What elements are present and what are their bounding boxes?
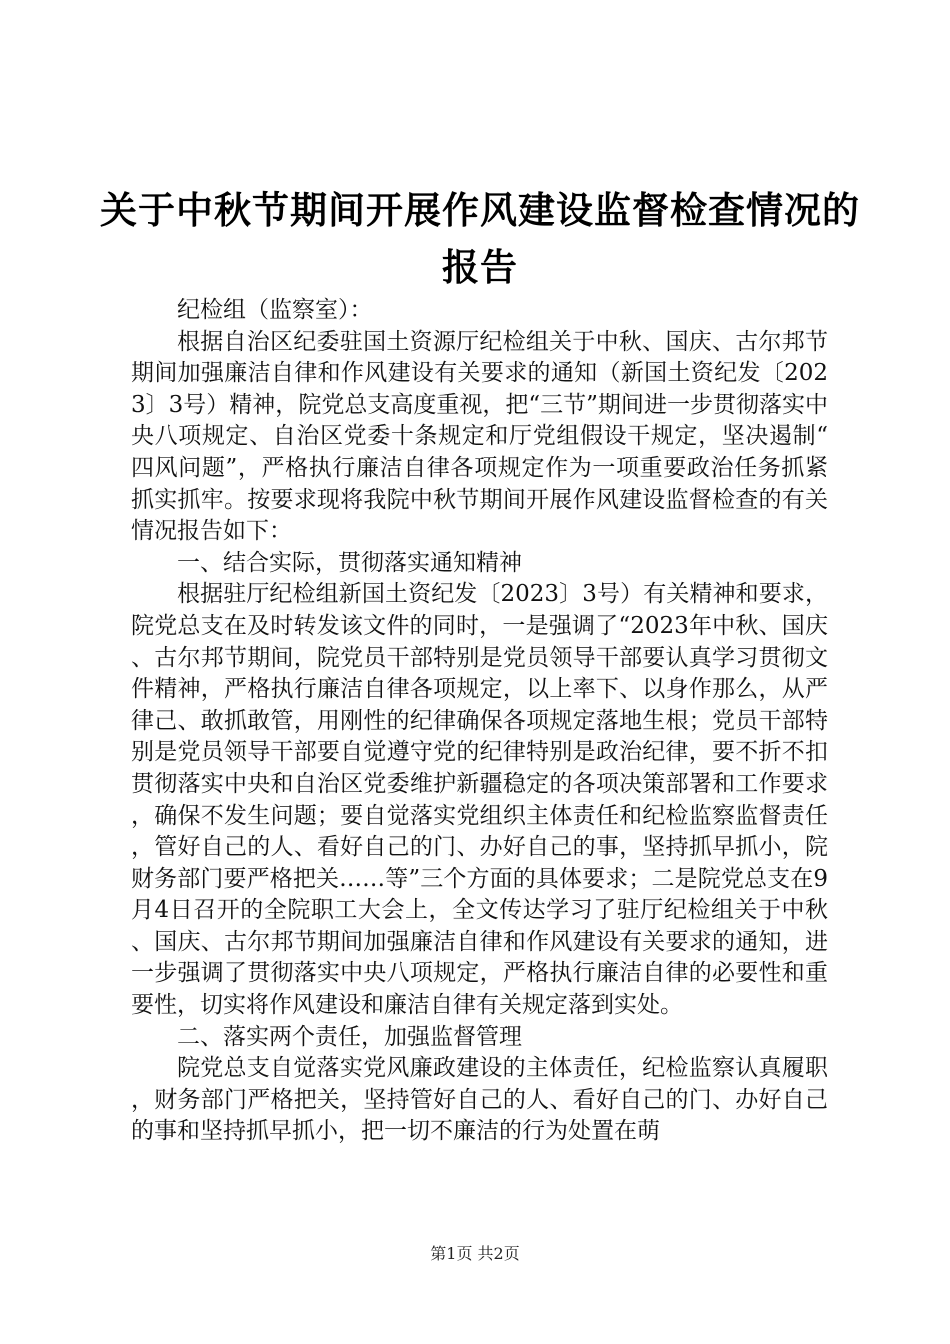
intro-paragraph: 根据自治区纪委驻国土资源厅纪检组关于中秋、国庆、古尔邦节期间加强廉洁自律和作风建设有关要求的通知（新国土资纪发〔2023〕3号）精神，院党总支高度重视，把“三节”期间进一步贯彻落实中央八项规定、自治区党委十条规定和厅党组假设干规定，坚决遏制“四风问题”，严格执行廉洁自律各项规定作为一项重要政治任务抓紧抓实抓牢。按要求现将我院中秋节期间开展作风建设监督检查的有关情况报告如下： (131, 328, 828, 545)
document-body (131, 295, 828, 1148)
document-title-line-1: 关于中秋节期间开展作风建设监督检查情况的 (100, 189, 860, 232)
section-heading-1: 一、结合实际，贯彻落实通知精神 (177, 549, 522, 576)
document-title-line-2: 报告 (442, 246, 518, 289)
section-2-paragraph: 院党总支自觉落实党风廉政建设的主体责任，纪检监察认真履职，财务部门严格把关，坚持管好自己的人、看好自己的门、办好自己的事和坚持抓早抓小，把一切不廉洁的行为处置在萌 (131, 1055, 828, 1145)
section-heading-2: 二、落实两个责任，加强监督管理 (177, 1023, 522, 1050)
section-1-paragraph: 根据驻厅纪检组新国土资纪发〔2023〕3号）有关精神和要求，院党总支在及时转发该文件的同时，一是强调了“2023年中秋、国庆、古尔邦节期间，院党员干部特别是党员领导干部要认真学习贯彻文件精神，严格执行廉洁自律各项规定，以上率下、以身作那么，从严律己、敢抓敢管，用刚性的纪律确保各项规定落地生根；党员干部特别是党员领导干部要自觉遵守党的纪律特别是政治纪律，要不折不扣贯彻落实中央和自治区党委维护新疆稳定的各项决策部署和工作要求，确保不发生问题；要自觉落实党组织主体责任和纪检监察监督责任，管好自己的人、看好自己的门、办好自己的事，坚持抓早抓小，院财务部门要严格把关……等”三个方面的具体要求；二是院党总支在9月4日召开的全院职工大会上，全文传达学习了驻厅纪检组关于中秋、国庆、古尔邦节期间加强廉洁自律和作风建设有关要求的通知，进一步强调了贯彻落实中央八项规定，严格执行廉洁自律的必要性和重要性，切实将作风建设和廉洁自律有关规定落到实处。 (131, 581, 828, 1019)
salutation: 纪检组（监察室）： (177, 297, 373, 323)
page-number-footer: 第1页 共2页 (430, 1244, 520, 1263)
